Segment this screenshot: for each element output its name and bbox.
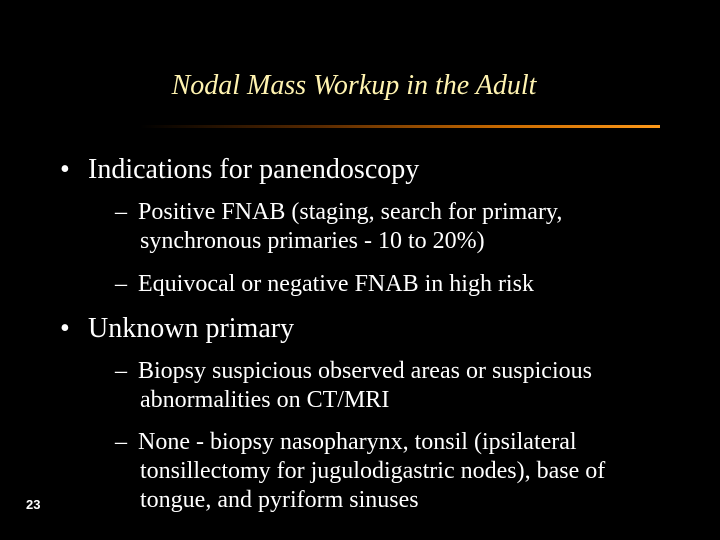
sub-bullet-text: Biopsy suspicious observed areas or suspicious [138,358,592,384]
sub-bullet-text: None - biopsy nasopharynx, tonsil (ipsilateral [138,429,577,455]
sub-bullet-text: abnormalities on CT/MRI [140,387,390,413]
sub-bullet-line [115,486,605,515]
bullet-dot-icon: • [60,313,70,344]
sub-bullet-equivocal [115,270,534,299]
sub-bullet-text: Positive FNAB (staging, search for primary, [138,199,563,225]
bullet-heading: Indications for panendoscopy [88,154,420,185]
sub-bullet-line [115,357,592,386]
sub-bullet-text: synchronous primaries - 10 to 20%) [140,228,485,254]
slide-title: Nodal Mass Workup in the Adult [171,70,537,101]
bullet-unknown-primary [60,312,294,346]
dash-icon: – [115,199,127,225]
sub-bullet-line [115,428,605,457]
sub-bullet-biopsy-suspicious [115,357,592,415]
sub-bullet-positive-fnab [115,198,562,256]
title-divider [140,125,660,128]
sub-bullet-text: tonsillectomy for jugulodigastric nodes), base of [140,458,606,484]
bullet-indications [60,153,419,187]
dash-icon: – [115,429,127,455]
sub-bullet-text: Equivocal or negative FNAB in high risk [138,271,534,297]
sub-bullet-none-biopsy [115,428,605,515]
sub-bullet-text: tongue, and pyriform sinuses [140,487,419,513]
dash-icon: – [115,271,127,297]
sub-bullet-line [115,386,592,415]
bullet-dot-icon: • [60,154,70,185]
sub-bullet-line [115,457,605,486]
sub-bullet-line [115,198,562,227]
dash-icon: – [115,358,127,384]
bullet-heading: Unknown primary [88,313,295,344]
page-number: 23 [26,497,41,512]
sub-bullet-line [115,270,534,299]
sub-bullet-line [115,227,562,256]
